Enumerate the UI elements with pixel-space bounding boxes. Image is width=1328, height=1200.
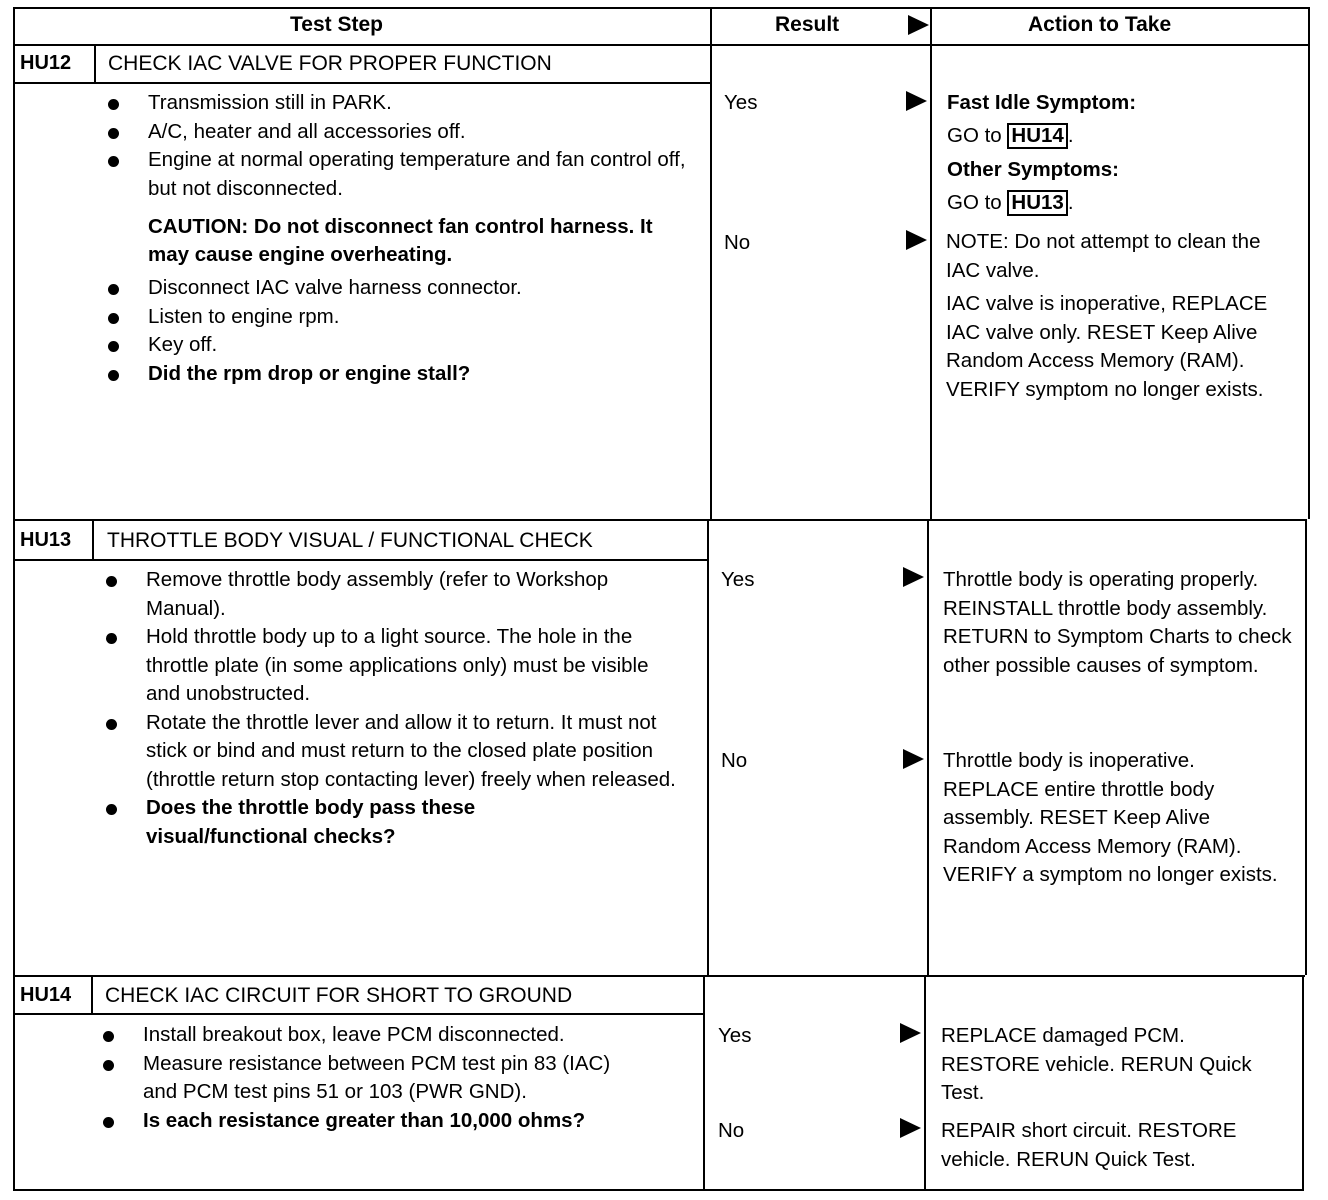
hu13-id-divider bbox=[92, 519, 94, 561]
hu12-result-no: No bbox=[724, 231, 751, 254]
header-bottom-border bbox=[13, 44, 1310, 46]
hu12-other-goto: GO to HU13 . bbox=[947, 191, 1074, 214]
hu13-bottom-border bbox=[13, 975, 1305, 977]
hu14-id-divider bbox=[91, 975, 93, 1015]
list-item bbox=[148, 360, 688, 389]
bullet-text: Remove throttle body assembly (refer to Workshop Manual). bbox=[146, 568, 609, 620]
result-col-border bbox=[710, 7, 712, 519]
hu12-bullets-b bbox=[148, 274, 688, 388]
hu14-step-id: HU14 bbox=[20, 984, 72, 1006]
list-item bbox=[148, 274, 688, 303]
list-item bbox=[148, 146, 688, 203]
hu14-result-no: No bbox=[718, 1119, 745, 1142]
header-action: Action to Take bbox=[1028, 13, 1172, 36]
hu13-step-title: THROTTLE BODY VISUAL / FUNCTIONAL CHECK bbox=[107, 529, 593, 552]
bullet-text: A/C, heater and all accessories off. bbox=[148, 119, 466, 143]
bullet-text: Did the rpm drop or engine stall? bbox=[148, 361, 471, 385]
list-item bbox=[146, 623, 686, 709]
bullet-icon bbox=[108, 156, 119, 167]
list-item bbox=[143, 1050, 643, 1107]
bullet-text: Listen to engine rpm. bbox=[148, 304, 340, 328]
hu13-result-no: No bbox=[721, 749, 748, 772]
hu14-bullets bbox=[143, 1021, 688, 1135]
bullet-text: Hold throttle body up to a light source. The hole in the throttle plate (in some applications only) must be visible and unobstructed. bbox=[146, 625, 649, 705]
hu12-fast-idle-heading: Fast Idle Symptom: bbox=[947, 91, 1137, 114]
hu14-yes-arrow-icon bbox=[900, 1023, 921, 1043]
hu14-no-action: REPAIR short circuit. RESTORE vehicle. RERUN Quick Test. bbox=[941, 1119, 1237, 1171]
hu12-other-heading: Other Symptoms: bbox=[947, 158, 1119, 181]
action-col-border-2 bbox=[927, 519, 929, 975]
bullet-text: Disconnect IAC valve harness connector. bbox=[148, 276, 522, 299]
hu12-id-divider bbox=[94, 44, 96, 84]
bullet-icon bbox=[103, 1117, 114, 1128]
bullet-text: Engine at normal operating temperature and fan control off, but not disconnected. bbox=[148, 148, 686, 200]
hu13-no-action: Throttle body is inoperative. REPLACE entire throttle body assembly. RESET Keep Alive Random Access Memory (RAM). VERIFY a symptom no longer exists. bbox=[943, 749, 1278, 886]
hu14-title-underline bbox=[13, 1013, 703, 1015]
hu12-no-note: NOTE: Do not attempt to clean the IAC valve. bbox=[946, 230, 1261, 282]
list-item bbox=[148, 118, 688, 147]
bullet-icon bbox=[108, 370, 119, 381]
bullet-icon bbox=[108, 284, 119, 295]
bullet-icon bbox=[108, 128, 119, 139]
action-col-border bbox=[930, 7, 932, 519]
hu14-step-title: CHECK IAC CIRCUIT FOR SHORT TO GROUND bbox=[105, 984, 573, 1007]
bullet-icon bbox=[106, 804, 117, 815]
bullet-icon bbox=[103, 1060, 114, 1071]
list-item bbox=[146, 709, 686, 795]
bullet-icon bbox=[106, 576, 117, 587]
list-item bbox=[143, 1021, 688, 1050]
header-result: Result bbox=[775, 13, 840, 36]
hu12-caution: CAUTION: Do not disconnect fan control harness. It may cause engine overheating. bbox=[148, 215, 653, 266]
bullet-text: Install breakout box, leave PCM disconnected. bbox=[143, 1023, 565, 1046]
hu13-link[interactable]: HU13 bbox=[1007, 190, 1067, 216]
hu14-link[interactable]: HU14 bbox=[1007, 123, 1067, 149]
hu12-result-yes: Yes bbox=[724, 91, 758, 114]
hu13-yes-arrow-icon bbox=[903, 567, 924, 587]
right-border bbox=[1308, 7, 1310, 519]
bullet-text: Key off. bbox=[148, 333, 218, 356]
bullet-icon bbox=[106, 633, 117, 644]
hu12-yes-arrow-icon bbox=[906, 91, 927, 111]
list-item bbox=[143, 1107, 623, 1136]
bullet-icon bbox=[103, 1031, 114, 1042]
bullet-icon bbox=[108, 341, 119, 352]
hu12-bullets-a bbox=[148, 89, 688, 203]
hu14-no-arrow-icon bbox=[900, 1118, 921, 1138]
hu12-title-underline bbox=[94, 82, 710, 84]
hu13-no-arrow-icon bbox=[903, 749, 924, 769]
bullet-icon bbox=[108, 313, 119, 324]
bullet-text: Is each resistance greater than 10,000 ohms? bbox=[143, 1108, 586, 1132]
hu14-yes-action: REPLACE damaged PCM. RESTORE vehicle. RERUN Quick Test. bbox=[941, 1024, 1252, 1104]
header-test-step: Test Step bbox=[290, 13, 383, 36]
hu12-step-id: HU12 bbox=[20, 52, 72, 74]
hu14-result-yes: Yes bbox=[718, 1024, 752, 1047]
list-item bbox=[146, 566, 686, 623]
right-border-2 bbox=[1305, 519, 1307, 975]
hu12-bottom-border bbox=[13, 519, 1307, 521]
bullet-text: Does the throttle body pass these visual/functional checks? bbox=[146, 796, 476, 848]
result-col-border-3 bbox=[703, 975, 705, 1191]
hu12-no-arrow-icon bbox=[906, 230, 927, 250]
bullet-text: Transmission still in PARK. bbox=[148, 91, 392, 114]
hu12-no-text: IAC valve is inoperative, REPLACE IAC valve only. RESET Keep Alive Random Access Memory (RAM). VERIFY symptom no longer exists. bbox=[946, 292, 1268, 401]
header-arrow-icon bbox=[908, 15, 929, 35]
hu13-yes-action: Throttle body is operating properly. REINSTALL throttle body assembly. RETURN to Symptom Charts to check other possible causes of symptom. bbox=[943, 568, 1292, 677]
hu12-id-underline bbox=[13, 82, 96, 84]
hu13-result-yes: Yes bbox=[721, 568, 755, 591]
result-col-border-2 bbox=[707, 519, 709, 975]
bullet-text: Rotate the throttle lever and allow it to return. It must not stick or bind and must return to the closed plate position (throttle return stop contacting lever) freely when released. bbox=[146, 710, 676, 791]
bullet-icon bbox=[108, 99, 119, 110]
list-item bbox=[148, 89, 688, 118]
table-bottom-border bbox=[13, 1189, 1303, 1191]
list-item bbox=[148, 331, 688, 360]
hu13-title-underline bbox=[13, 559, 707, 561]
action-col-border-3 bbox=[924, 975, 926, 1191]
bullet-text: Measure resistance between PCM test pin 83 (IAC) and PCM test pins 51 or 103 (PWR GND). bbox=[143, 1051, 611, 1103]
table-top-border bbox=[13, 7, 1310, 9]
hu13-bullets bbox=[146, 566, 686, 851]
list-item bbox=[146, 794, 566, 851]
right-border-3 bbox=[1302, 975, 1304, 1191]
bullet-icon bbox=[106, 719, 117, 730]
list-item bbox=[148, 303, 688, 332]
hu13-step-id: HU13 bbox=[20, 529, 72, 551]
hu12-fast-idle-goto: GO to HU14 . bbox=[947, 124, 1074, 147]
hu12-step-title: CHECK IAC VALVE FOR PROPER FUNCTION bbox=[108, 52, 552, 75]
